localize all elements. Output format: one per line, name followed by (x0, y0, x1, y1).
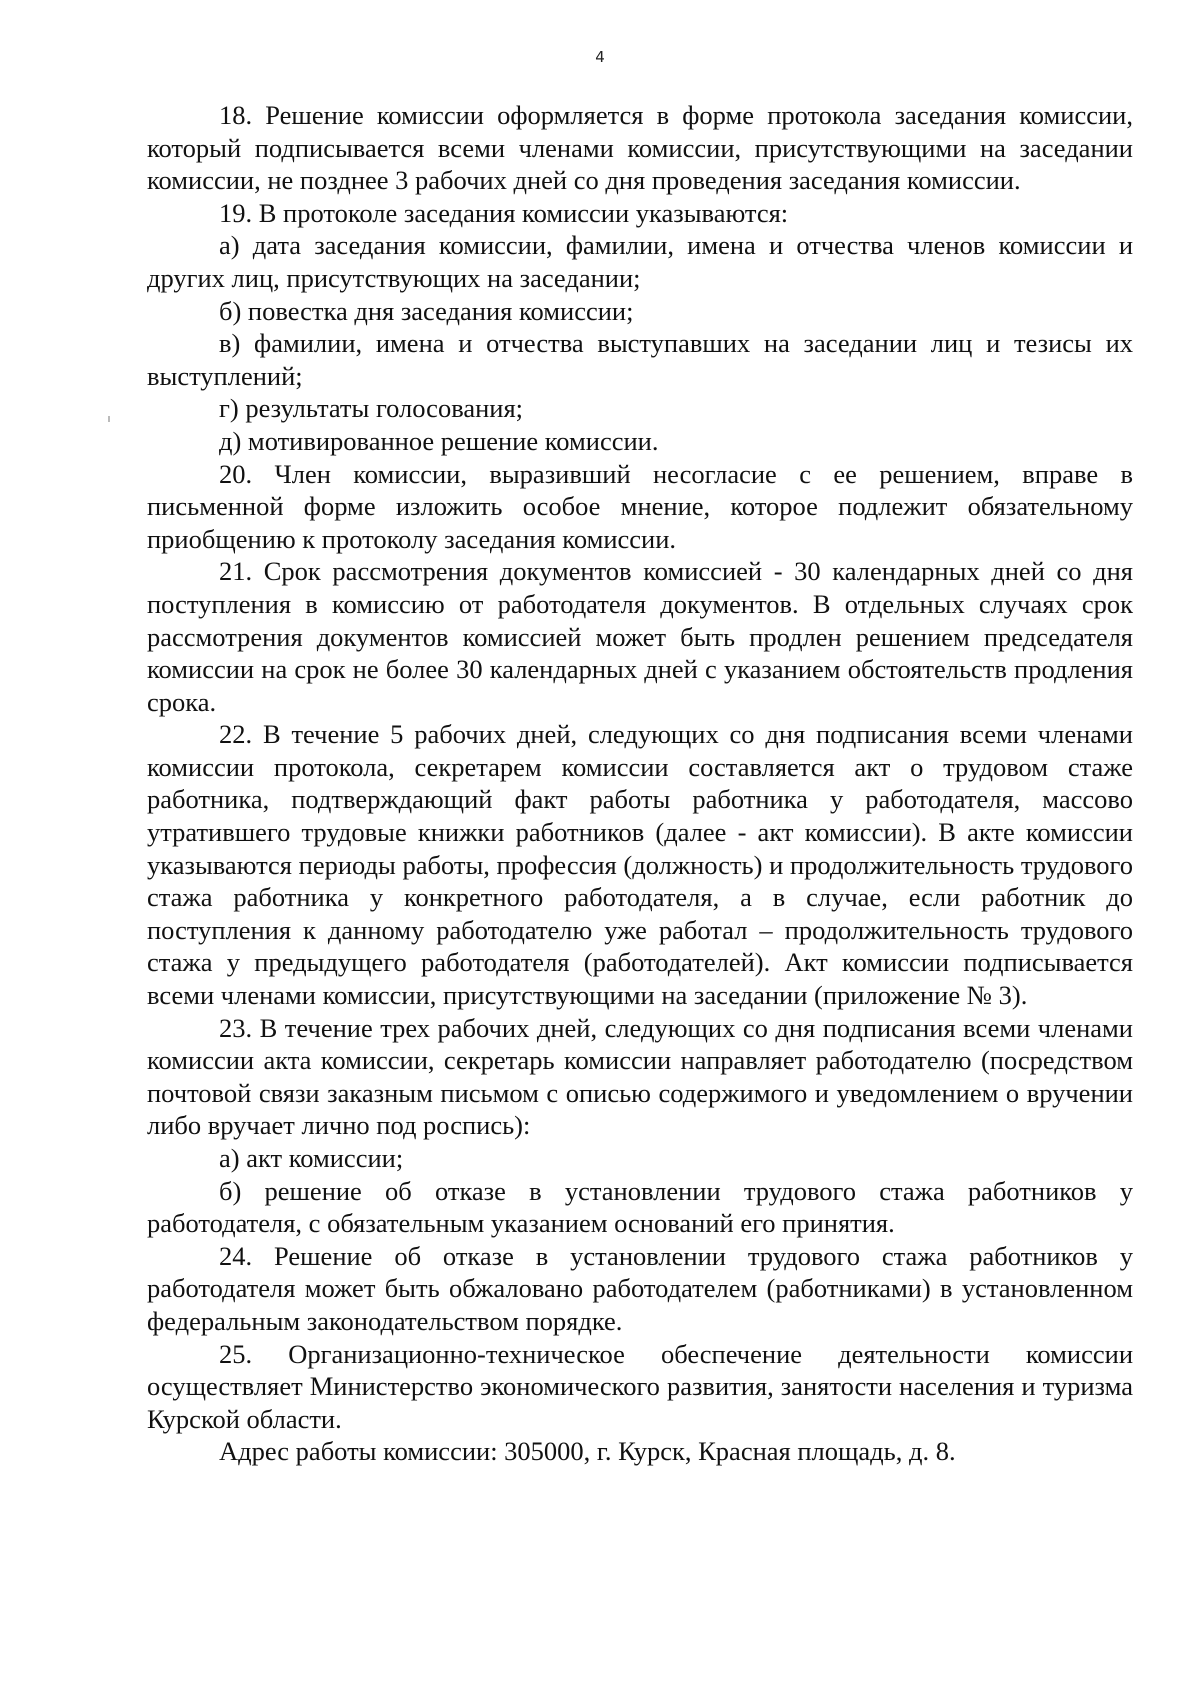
paragraph-20: 20. Член комиссии, выразивший несогласие с ее решением, вправе в письменной форме изложить особое мнение, которое подлежит обязательному приобщению к протоколу заседания комиссии. (147, 458, 1133, 554)
scan-margin-mark (108, 416, 110, 422)
paragraph-22: 22. В течение 5 рабочих дней, следующих со дня подписания всеми членами комиссии протокола, секретарем комиссии составляется акт о трудовом стаже работника, подтверждающий факт работы работника у работодателя, массово утратившего трудовые книжки работников (далее - акт комиссии). В акте комиссии указываются периоды работы, профессия (должность) и продолжительность трудового стажа работника у конкретного работодателя, а в случае, если работник до поступления к данному работодателю уже работал – продолжительность трудового стажа у предыдущего работодателя (работодателей). Акт комиссии подписывается всеми членами комиссии, присутствующими на заседании (приложение № 3). (147, 719, 1133, 1011)
paragraph-19-item-d: д) мотивированное решение комиссии. (219, 425, 659, 456)
paragraph-24: 24. Решение об отказе в установлении трудового стажа работников у работодателя может быть обжаловано работодателем (работниками) в установленном федеральным законодательством порядке. (147, 1240, 1133, 1336)
paragraph-21: 21. Срок рассмотрения документов комиссией - 30 календарных дней со дня поступления в комиссию от работодателя документов. В отдельных случаях срок рассмотрения документов комиссией может быть продлен решением председателя комиссии на срок не более 30 календарных дней с указанием обстоятельств продления срока. (147, 556, 1133, 717)
paragraph-19: 19. В протоколе заседания комиссии указываются: (219, 197, 789, 228)
commission-address: Адрес работы комиссии: 305000, г. Курск, Красная площадь, д. 8. (219, 1436, 956, 1467)
paragraph-19-item-b: б) повестка дня заседания комиссии; (219, 295, 634, 326)
paragraph-23: 23. В течение трех рабочих дней, следующих со дня подписания всеми членами комиссии акта комиссии, секретарь комиссии направляет работодателю (посредством почтовой связи заказным письмом с описью содержимого и уведомлением о вручении либо вручает лично под роспись): (147, 1012, 1133, 1141)
paragraph-19-item-a: а) дата заседания комиссии, фамилии, имена и отчества членов комиссии и других лиц, присутствующих на заседании; (147, 230, 1133, 293)
paragraph-25: 25. Организационно-техническое обеспечение деятельности комиссии осуществляет Министерство экономического развития, занятости населения и туризма Курской области. (147, 1338, 1133, 1434)
paragraph-19-item-g: г) результаты голосования; (219, 393, 524, 424)
paragraph-19-item-v: в) фамилии, имена и отчества выступавших на заседании лиц и тезисы их выступлений; (147, 328, 1133, 391)
document-body (147, 99, 1133, 1468)
paragraph-23-item-b: б) решение об отказе в установлении трудового стажа работников у работодателя, с обязательным указанием оснований его принятия. (147, 1175, 1133, 1239)
page-number: 4 (595, 48, 605, 66)
paragraph-23-item-a: а) акт комиссии; (219, 1143, 404, 1173)
paragraph-18: 18. Решение комиссии оформляется в форме протокола заседания комиссии, который подписывается всеми членами комиссии, присутствующими на заседании комиссии, не позднее 3 рабочих дней со дня проведения заседания комиссии. (147, 100, 1133, 196)
